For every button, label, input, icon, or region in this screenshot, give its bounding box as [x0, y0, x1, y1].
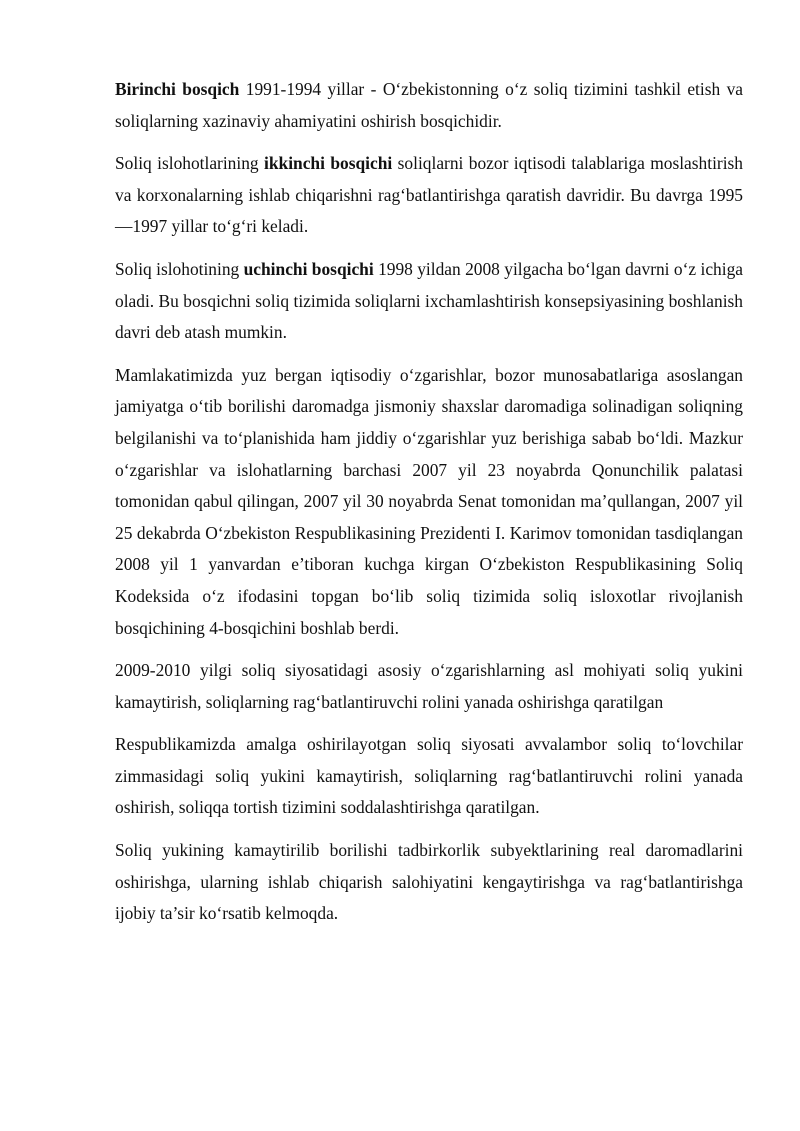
paragraph-5 [115, 655, 743, 718]
paragraph-text: Soliq islohotlarining [115, 153, 265, 174]
paragraph-text: soliqlarni bozor iqtisodi talablariga moslashtirish va korxonalarning ishlab chiqarishni rag‘batlantirishga qaratish davridir. Bu davrga 1995 —1997 yillar to‘g‘ri keladi. [115, 153, 743, 237]
paragraph-7 [115, 835, 743, 930]
paragraph-text: Mamlakatimizda yuz bergan iqtisodiy o‘zgarishlar, bozor munosabatlariga asoslangan jamiyatga o‘tib borilishi daromadga jismoniy shaxslar daromadiga solinadigan soliqning belgilanishi va to‘planishida ham jiddiy o‘zgarishlar yuz berishiga sabab bo‘ldi. Mazkur o‘zgarishlar va islohatlarning barchasi 2007 yil 23 noyabrda Qonunchilik palatasi tomonidan qabul qilingan, 2007 yil 30 noyabrda Senat tomonidan ma’qullangan, 2007 yil 25 dekabrda O‘zbekiston Respublikasining Prezidenti I. Karimov tomonidan tasdiqlangan 2008 yil 1 yanvardan e’tiboran kuchga kirgan O‘zbekiston Respublikasining Soliq Kodeksida o‘z ifodasini topgan bo‘lib soliq tizimida soliq isloxotlar rivojlanish bosqichining 4-bosqichini boshlab berdi. [115, 364, 743, 638]
paragraph-text: 1991-1994 yillar - O‘zbekistonning o‘z soliq tizimini tashkil etish va soliqlarning xazinaviy ahamiyatini oshirish bosqichidir. [115, 79, 743, 131]
bold-phrase: Birinchi bosqich [115, 79, 240, 99]
paragraph-3 [115, 254, 743, 349]
paragraph-text: 1998 yildan 2008 yilgacha bo‘lgan davrni o‘z ichiga oladi. Bu bosqichni soliq tizimida soliqlarni ixchamlashtirish konsepsiyasining boshlanish davri deb atash mumkin. [115, 258, 744, 343]
bold-phrase: uchinchi bosqichi [243, 258, 374, 279]
bold-phrase: ikkinchi bosqichi [264, 153, 393, 174]
paragraph-text: 2009-2010 yilgi soliq siyosatidagi asosiy o‘zgarishlarning asl mohiyati soliq yukini kamaytirish, soliqlarning rag‘batlantiruvchi rolini yanada oshirishga qaratilgan [115, 660, 743, 712]
paragraph-2 [115, 148, 743, 243]
paragraph-text: Soliq islohotining [115, 258, 244, 279]
document-page [115, 74, 743, 941]
paragraph-6 [115, 729, 743, 824]
paragraph-text: Soliq yukining kamaytirilib borilishi tadbirkorlik subyektlarining real daromadlarini oshirishga, ularning ishlab chiqarish salohiyatini kengaytirishga va rag‘batlantirishga ijobiy ta’sir ko‘rsatib kelmoqda. [115, 840, 743, 924]
paragraph-text: Respublikamizda amalga oshirilayotgan soliq siyosati avvalambor soliq to‘lovchilar zimmasidagi soliq yukini kamaytirish, soliqlarning rag‘batlantiruvchi rolini yanada oshirish, soliqqa tortish tizimini soddalashtirishga qaratilgan. [115, 734, 743, 818]
paragraph-4 [115, 360, 743, 644]
paragraph-1 [115, 74, 743, 137]
